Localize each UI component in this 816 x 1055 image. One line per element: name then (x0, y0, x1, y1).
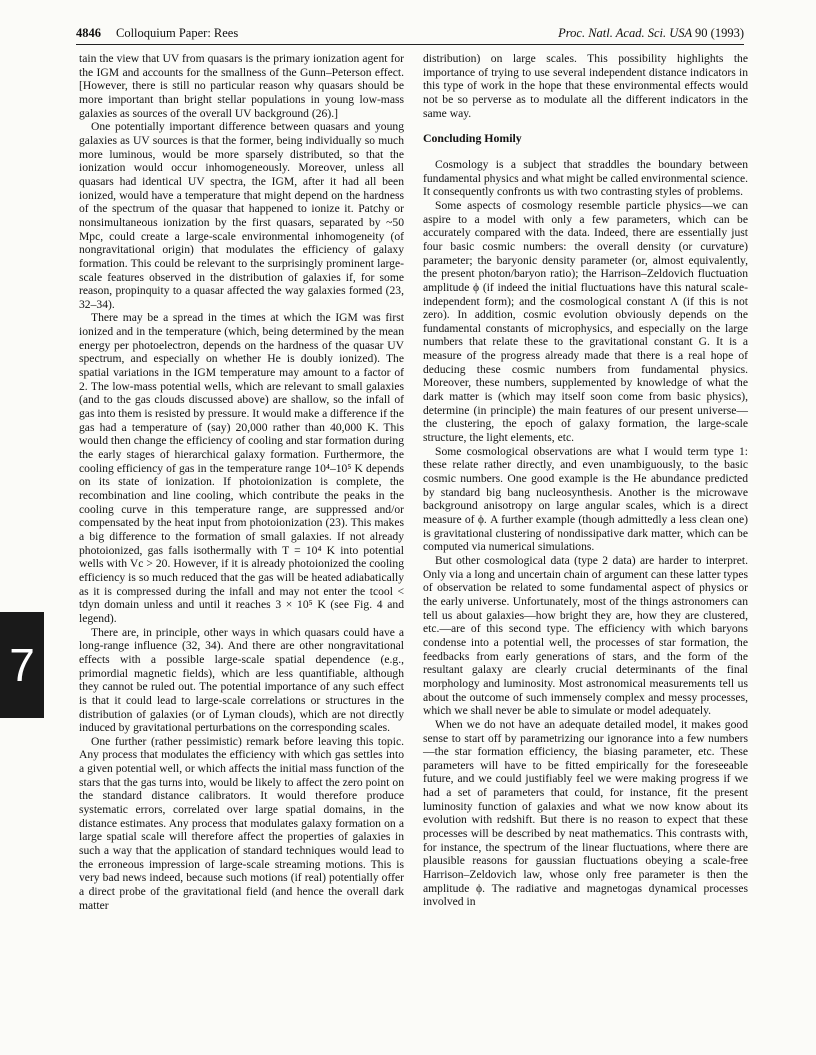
section-title: Colloquium Paper: Rees (116, 26, 239, 40)
paragraph: distribution) on large scales. This possibility highlights the importance of trying to use several independent distance indicators in this type of work in the hope that these environmental effects would not be so perverse as to modulate all the different indicators in the same way. (423, 52, 748, 120)
left-column (79, 52, 404, 912)
paragraph: Some cosmological observations are what I would term type 1: these relate rather directly, and even unambiguously, to the basic cosmic numbers. One good example is the He abundance predicted by standard big bang nucleosynthesis. Another is the microwave background anisotropy on large angular scales, which is a direct measure of ϕ. A further example (though admittedly a less clean one) is gravitational clustering of nondissipative dark matter, which can be computed via numerical simulations. (423, 444, 748, 554)
paragraph: When we do not have an adequate detailed model, it makes good sense to start off by parametrizing our ignorance into a few numbers—the star formation efficiency, the biasing parameter, etc. These parameters will have to be fitted empirically for the foreseeable future, and we could justifiably feel we were making progress if we had a set of parameters that could, for instance, fit the present luminosity function of galaxies and what we now know about its evolution with redshift. But there is no reason to expect that these processes will be described by neat mathematics. This contrasts with, for instance, the spectrum of the linear fluctuations, where there are plausible reasons for gaussian fluctuations obeying a scale-free Harrison–Zeldovich law, whose only free parameter is then the amplitude ϕ. The radiative and magnetogas dynamical processes involved in (423, 717, 748, 909)
page-number: 4846 (76, 26, 101, 40)
paragraph: There may be a spread in the times at which the IGM was first ionized and in the temperature (which, being determined by the mean energy per photoelectron, depends on the hardness of the quasar UV spectrum, and especially on whether He is doubly ionized). The spatial variations in the IGM temperature may amount to a factor of 2. The low-mass potential wells, which are relevant to small galaxies (and to the gas clouds discussed above) are shallow, so the infall of gas into them is resisted by pressure. It would make a difference if the gas had a temperature of (say) 20,000 rather than 40,000 K. This would then change the efficiency of cooling and star formation during the early stages of hierarchical galaxy formation. Furthermore, the cooling efficiency of gas in the temperature range 10⁴–10⁵ K depends on its state of ionization. If photoionization is complete, the recombination and line cooling, which contribute the peaks in the cooling curve in this temperature range, are suppressed and/or compensated by the heat input from photoionization (23). This makes a big difference to the formation of small galaxies. If not already photoionized, gas falls isothermally with T = 10⁴ K into potential wells with Vc > 20. However, if it is already photoionized the cooling efficiency is so much reduced that the gas will be heated adiabatically as it is compressed during the infall and may not enter the tcool < tdyn domain unless and until it reaches 3 × 10⁵ K (see Fig. 4 and legend). (79, 311, 404, 625)
running-header (76, 26, 744, 44)
journal-citation (558, 26, 744, 41)
right-column (423, 52, 748, 909)
paragraph: There are, in principle, other ways in which quasars could have a long-range influence (32, 34). And there are other nongravitational effects with a possible large-scale spatial dependence (e.g., primordial magnetic fields), which are less quantifiable, although they cannot be ruled out. The potential importance of any such effect is that it could lead to large-scale correlations or structures in the distribution of galaxies (or of Lyman clouds), which are not directly induced by gravitational perturbations on the corresponding scales. (79, 625, 404, 735)
header-rule (76, 44, 744, 45)
volume-year: 90 (1993) (695, 26, 744, 40)
paragraph: One further (rather pessimistic) remark before leaving this topic. Any process that modulates the efficiency with which gas settles into a given potential well, or which affects the initial mass function of the stars that the gas turns into, would be likely to affect the zero point on the standard distance calibrators. It would therefore produce systematic errors, correlated over large spatial domains, in the distance estimates. Any process that modulates galaxy formation on a large spatial scale will therefore affect the properties of galaxies in such a way that the application of standard techniques would lead to the erroneous impression of large-scale streaming motions. This is very bad news indeed, because such motions (if real) potentially offer a direct probe of the gravitational field (and hence the overall dark matter (79, 734, 404, 912)
paragraph: tain the view that UV from quasars is the primary ionization agent for the IGM and accounts for the smallness of the Gunn–Peterson effect. [However, there is still no particular reason why quasars should be more important than bright stellar populations in young low-mass galaxies as sources of the overall UV background (26).] (79, 52, 404, 120)
journal-name: Proc. Natl. Acad. Sci. USA (558, 26, 692, 40)
paragraph: But other cosmological data (type 2 data) are harder to interpret. Only via a long and uncertain chain of argument can these latter types of observation be related to some fundamental aspect of physics or the early universe. Unfortunately, most of the things astronomers can tell us about galaxies—how bright they are, how they are clustered, etc.—are of this second type. The efficiency with which baryons condense into a potential well, the processes of star formation, the feedbacks from early generations of stars, and the form of the resultant galaxy are clearly crucial determinants of the final morphology and luminosity. Most astronomical measurements tell us about the outcome of such immensely complex and messy processes, which we shall never be able to simulate or model adequately. (423, 553, 748, 718)
paragraph: One potentially important difference between quasars and young galaxies as UV sources is that the former, being individually so much more luminous, would be more sparsely distributed, so that the ionization would occur inhomogeneously. Moreover, unless all quasars had identical UV spectra, the IGM, after it had all been ionized, would have a temperature that might depend on the hardness of the spectrum of the quasar that happened to ionize it. Patchy or nonsimultaneous ionization by the first quasars, separated by ~50 Mpc, could create a large-scale environmental inhomogeneity (of nongravitational origin) that modulates the efficiency of galaxy formation. This could be relevant to the surprisingly prominent large-scale features observed in the distribution of galaxies if, for some reason, propinquity to a quasar affected the way galaxies formed (23, 32–34). (79, 120, 404, 311)
paragraph: Cosmology is a subject that straddles the boundary between fundamental physics and what might be called environmental science. It consequently confronts us with two contrasting styles of problems. (423, 157, 748, 199)
paragraph: Some aspects of cosmology resemble particle physics—we can aspire to a model with only a few parameters, which can be accurately compared with the data. Indeed, there are essentially just four basic cosmic numbers: the overall density (or curvature) parameter; the baryonic density parameter (or, almost equivalently, the present photon/baryon ratio); the Harrison–Zeldovich fluctuation amplitude ϕ (if indeed the initial fluctuations have this natural scale-independent form); and the cosmological constant Λ (if this is not zero). In addition, cosmic evolution obviously depends on the fundamental constants of microphysics, and especially on the large numbers that relate these to the gravitational constant G. It is a measure of the progress already made that there is a real hope of deducing these cosmic numbers from fundamental physics. Moreover, these numbers, supplemented by knowledge of what the dark matter is (which may itself soon come from basic physics), determine (in principle) the main features of our present universe—the clustering, the epoch of galaxy formation, the large-scale structure, the light elements, etc. (423, 198, 748, 445)
section-heading: Concluding Homily (423, 131, 522, 146)
section-tab: 7 (0, 612, 44, 718)
